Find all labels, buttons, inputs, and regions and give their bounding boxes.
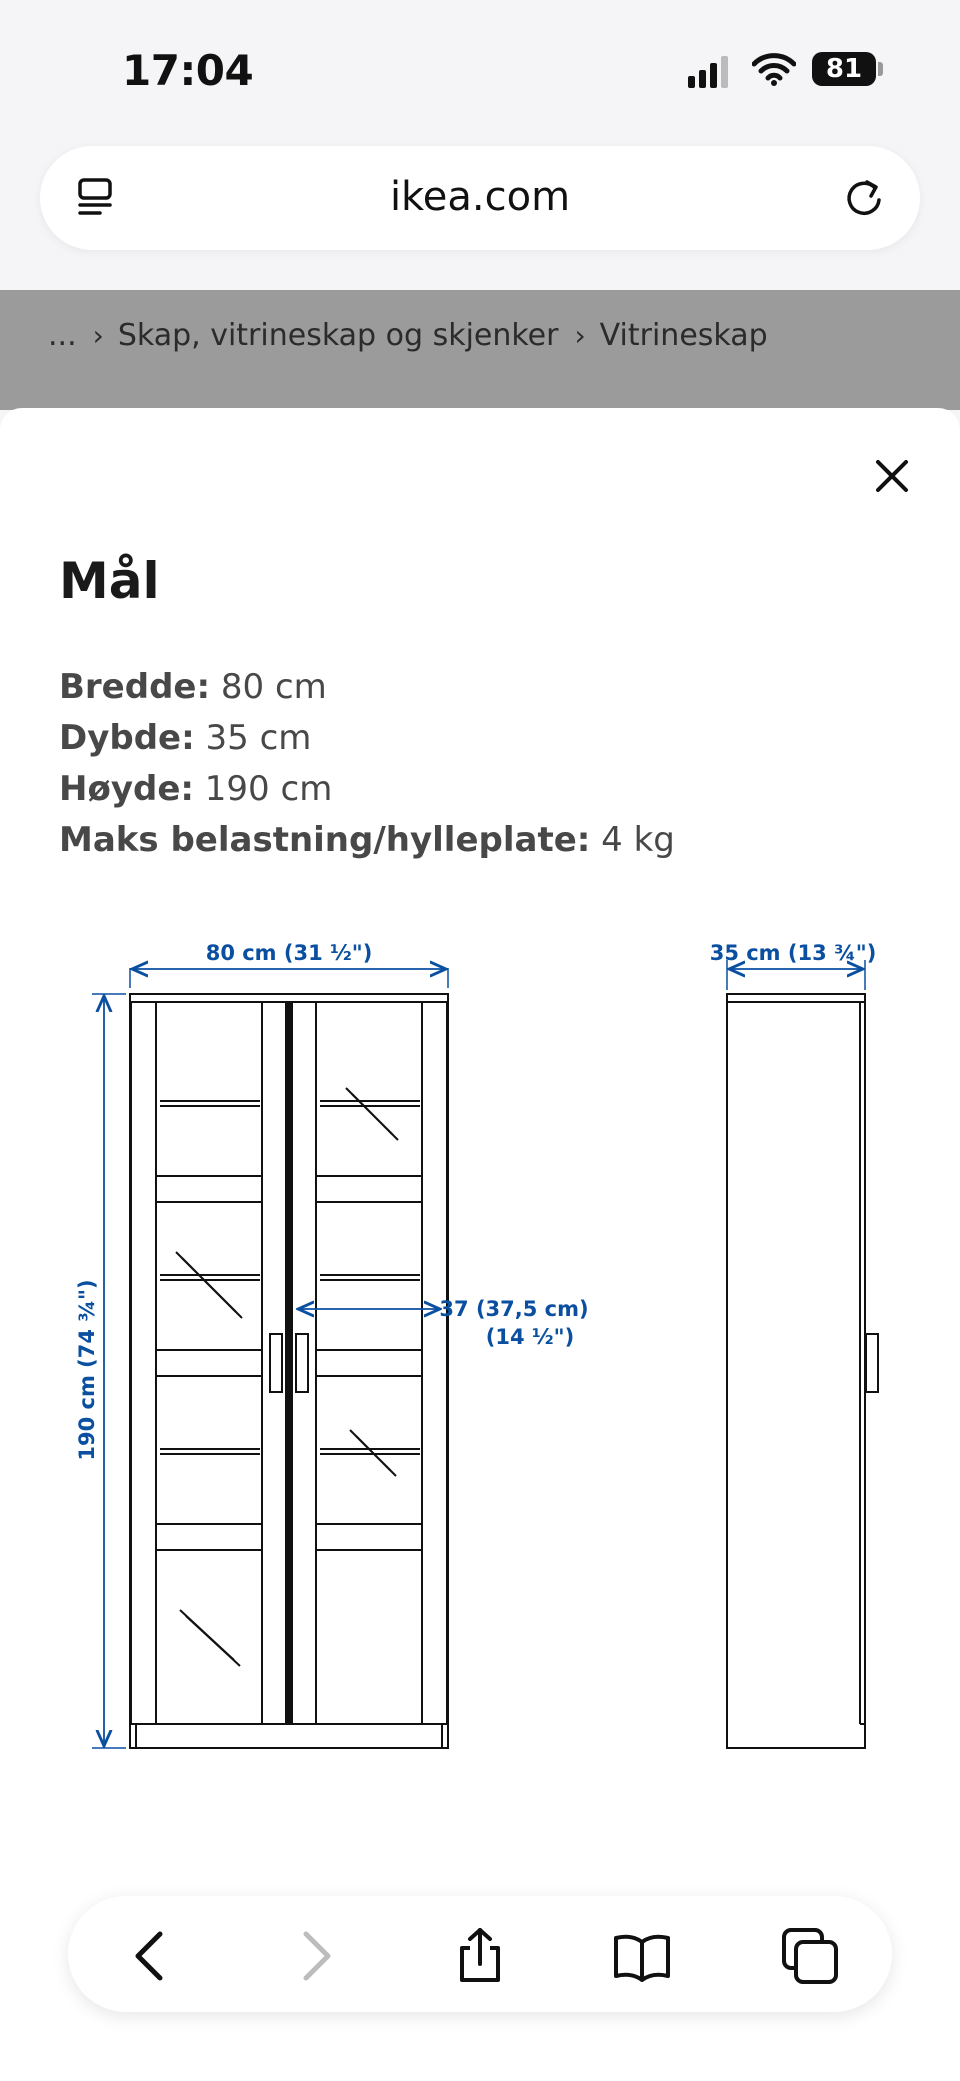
- forward-icon[interactable]: [284, 1926, 344, 1986]
- breadcrumb-ellipsis[interactable]: ...: [48, 318, 77, 353]
- url-text[interactable]: ikea.com: [389, 174, 571, 220]
- reload-icon[interactable]: [842, 174, 886, 220]
- breadcrumb-item[interactable]: Vitrineskap: [599, 318, 768, 353]
- spec-label: Dybde:: [59, 718, 195, 758]
- spec-value: 35 cm: [205, 718, 312, 758]
- spec-label: Bredde:: [59, 667, 211, 707]
- spec-row: [59, 713, 675, 764]
- close-icon[interactable]: [868, 452, 916, 500]
- sheet-title: Mål: [59, 552, 160, 610]
- spec-row: [59, 815, 675, 866]
- inner-width-label-inch: (14 ½"): [485, 1325, 575, 1349]
- spec-label: Maks belastning/hylleplate:: [59, 820, 591, 860]
- width-label: 80 cm (31 ½"): [205, 941, 373, 965]
- inner-width-label: 37 (37,5 cm): [439, 1297, 589, 1321]
- spec-value: 4 kg: [601, 820, 675, 860]
- breadcrumb: [0, 290, 960, 410]
- dimension-diagram: [0, 920, 960, 1760]
- spec-value: 80 cm: [220, 667, 327, 707]
- chevron-right-icon: ›: [92, 319, 104, 352]
- cellular-signal-icon: [688, 56, 732, 88]
- battery-indicator: 81: [812, 52, 876, 86]
- share-icon[interactable]: [450, 1926, 510, 1986]
- height-label: 190 cm (74 ¾"): [75, 1279, 99, 1461]
- back-icon[interactable]: [122, 1926, 182, 1986]
- spec-row: [59, 662, 675, 713]
- status-time: 17:04: [122, 46, 254, 95]
- address-bar[interactable]: [40, 146, 920, 250]
- wifi-icon: [752, 52, 796, 86]
- breadcrumb-item[interactable]: Skap, vitrineskap og skjenker: [117, 318, 559, 353]
- chevron-right-icon: ›: [574, 319, 586, 352]
- spec-value: 190 cm: [204, 769, 333, 809]
- spec-label: Høyde:: [59, 769, 194, 809]
- spec-row: [59, 764, 675, 815]
- depth-label: 35 cm (13 ¾"): [709, 941, 877, 965]
- tabs-icon[interactable]: [780, 1926, 840, 1986]
- browser-toolbar: [68, 1896, 892, 2012]
- battery-cap: [878, 62, 883, 76]
- bookmarks-icon[interactable]: [612, 1926, 672, 1986]
- status-bar: [0, 0, 960, 140]
- spec-list: [59, 662, 675, 866]
